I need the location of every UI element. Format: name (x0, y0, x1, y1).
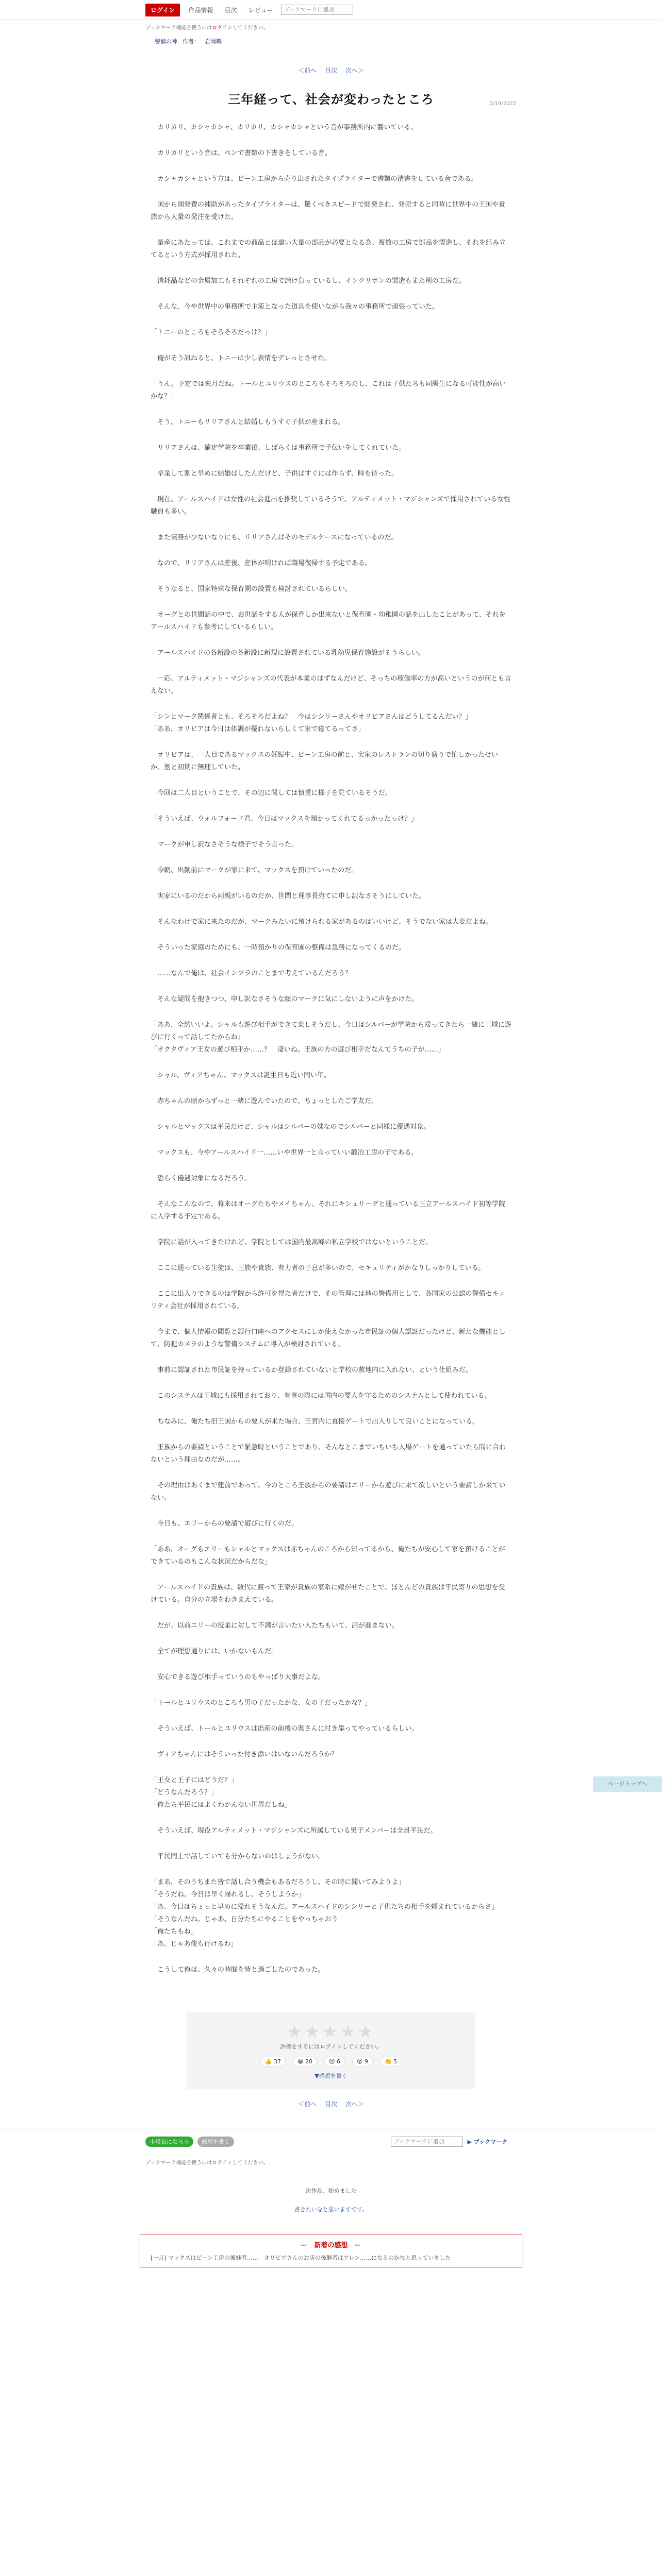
latest-item[interactable]: [一言] マックスはビーン工房の後継者…… オリビアさんのお店の後継者はアレン……になるのかなと思っていました (151, 2255, 451, 2261)
author-label: 作者： (183, 38, 200, 45)
paragraph: ちなみに、俺たち旧王国からの要人が来た場合、王宮内に直接ゲートで出入りして良いことになっている。 (151, 1418, 479, 1426)
latest-heading: ー 新着の感想 ー (301, 2242, 361, 2249)
bookmark-field-bottom[interactable]: ブックマークに追加 (391, 2137, 463, 2147)
paragraph: 今回は二人目ということで、その辺に関しては慎重に様子を見ているそうだ。 (151, 789, 392, 797)
reaction-button[interactable]: 😢 6 (324, 2057, 345, 2066)
paragraph: オーグとの世間話の中で、お世話をする人が保育しか出来ないと保育園・幼稚園の話を出したことがあって、それをアールスハイドも参考にしているらしい。 (151, 611, 506, 631)
paragraph: 国から開発費の補助があったタイプライターは、驚くべきスピードで開発され、発売すると同時に世界中の王国や貴族から大量の発注を受けた。 (151, 201, 506, 221)
paragraph: そんなこんなので、将来はオーグたちやメイちゃん、それにキシュリーグと通っている王立アールスハイド初等学院に入学する予定である。 (151, 1200, 506, 1221)
site-tag[interactable]: 小説家になろう (145, 2137, 193, 2147)
paragraph: 現在、アールスハイドは女性の社会進出を推奨しているそうで、アルティメット・マジシャンズで採用されている女性職員も多い。 (151, 496, 511, 516)
paragraph: 全てが理想通りには、いかないもんだ。 (151, 1648, 278, 1655)
paragraph: カリカリ、カシャカシャ、カリカリ、カシャカシャという音が事務所内に響いている。 (151, 124, 418, 131)
paragraph: リリアさんは、確定学院を卒業後、しばらくは事務所で手伝いをしてくれていた。 (151, 444, 406, 452)
paragraph: 「王女と王子にはどうだ？」 「どうなんだろう？」 「俺たち平民にはよくわかんない世界だしね」 (151, 1776, 292, 1809)
paragraph: カリカリという音は、ペンで書類の下書きをしている音。 (151, 149, 332, 157)
paragraph: マックスも、今やアールスハイド一……いや世界一と言っていい鍛冶工房の子である。 (151, 1149, 418, 1157)
paragraph: 「ああ、全然いいよ。シャルも遊び相手ができて楽しそうだし、今日はシルバーが学院から帰ってきたら一緒に王城に遊びに行くって話してたからね」 「オクタヴィア王女の遊び相手か……？ 凄いね。王族の方の遊び相手だなんてうちの子が……」 (151, 1021, 511, 1054)
paragraph: 今朝、出勤前にマークが家に来て、マックスを預けていったのだ。 (151, 867, 358, 874)
breadcrumb (155, 37, 662, 45)
footer-bar (0, 2129, 662, 2154)
toc-link-bottom[interactable]: 目次 (324, 2100, 337, 2108)
paragraph: そういえば、トールとユリウスは出産の前後の奥さんに付き添ってやっているらしい。 (151, 1725, 419, 1733)
prev-link[interactable]: ＜前へ (298, 67, 317, 74)
paragraph: 「ああ、オーグもエリーもシャルとマックスは赤ちゃんのころから知ってるから、俺たちが安心して家を預けることができているのもこんな状況だからだな」 (151, 1546, 505, 1566)
rating-box (187, 2012, 475, 2089)
author-link[interactable]: 岩岡鶴 (205, 38, 222, 45)
notice-login-link[interactable]: ログイン (212, 25, 233, 31)
paragraph: そうなると、国家特殊な保育園の設置も検討されているらしい。 (151, 585, 352, 593)
announcement: 次作品、始めました (305, 2188, 357, 2194)
header-bar (0, 0, 662, 20)
announcement-link[interactable]: 書きたいなと思いますです。 (294, 2206, 368, 2213)
paragraph: 「まあ、そのうちまた皆で話し合う機会もあるだろうし、その時に聞いてみようよ」 「そうだね。今日は早く帰れるし、そうしようか」 「あ、今日はちょっと早めに帰れそうなんだ。アールスハイドのシシリーと子供たちの相手を頼まれているからさ」 「そうなんだね。じゃあ、自分たちにやることをやっちゃおう」 「俺たちもね」 「あ、じゃあ俺も行けるわ」 (151, 1878, 499, 1948)
chapter-body (151, 122, 511, 1976)
paragraph: そんな疑問を抱きつつ、申し訳なさそうな顔のマークに気にしないように声をかけた。 (151, 995, 419, 1003)
nav-work-info[interactable]: 作品情報 (188, 6, 213, 14)
paragraph: 事前に認証された市民証を持っているか登録されていないと学校の敷地内に入れない、という仕組みだ。 (151, 1366, 473, 1374)
paragraph: 「うん。予定では来月だね。トールとユリウスのところもそろそろだし、これは子供たちも同級生になる可能性が高いかな？」 (151, 380, 506, 400)
footer-note: ブックマーク機能を使うにはログインしてください。 (145, 2160, 269, 2166)
paragraph: 安心できる遊び相手っていうのもやっぱり大事だよな。 (151, 1673, 325, 1681)
reaction-button[interactable]: 😮 9 (352, 2057, 373, 2066)
star-rating[interactable]: ★★★★★ (286, 2022, 376, 2042)
paragraph: 消耗品などの金属加工もそれぞれの工房で請け負っているし、インクリボンの製造もまた別の工房だ。 (151, 277, 466, 285)
paragraph: 卒業して割と早めに結婚はしたんだけど、子供はすぐには作らず、時を待った。 (151, 470, 398, 478)
paragraph: また実務が少ないなりにも、リリアさんはそのモデルケースになっているのだ。 (151, 534, 398, 541)
paragraph: ここに出入りできるのは学院から許可を得た者だけで、その管理には地の警備用として、各国家の公認の警備セキュリティ会社が採用されている。 (151, 1290, 506, 1310)
review-tag[interactable]: 感想を書く (197, 2137, 234, 2147)
page-top-button[interactable]: ページトップへ (593, 1776, 662, 1792)
paragraph: 実家にいるのだから両親がいるのだが、世間と理事長宛てに申し訳なさそうにしていた。 (151, 892, 426, 900)
next-link-bottom[interactable]: 次へ＞ (345, 2100, 364, 2108)
paragraph: 王族からの要請ということで緊急時ということであり、そんなとこまでいちいち入場ゲートを通っていたら間に合わないという理由なのだが……。 (151, 1444, 506, 1464)
paragraph: 一応、アルティメット・マジシャンズの代表が本業のはずなんだけど、そっちの稼働率の方が高いというのが何とも言えない。 (151, 675, 511, 695)
paragraph: アールスハイドの各新設の各新設に新規に設置されている乳幼児保育施設がそうらしい。 (151, 649, 425, 657)
paragraph: アールスハイドの貴族は、数代に渡って王家が貴族の家系に嫁がせたことで、ほとんどの貴族は平民寄りの思想を受けている。自分の立場をわきまえている。 (151, 1584, 505, 1604)
paragraph: そう、トニーもリリアさんと結婚しもうすぐ子供が産まれる。 (151, 418, 345, 426)
paragraph: カシャカシャという方は、ピーン工房から売り出されたタイプライターで書類の清書をしている音である。 (151, 175, 478, 183)
paragraph: 平民同士で話していても分からないのはしょうがない。 (151, 1853, 325, 1860)
paragraph: そんなわけで家に来たのだが、マークみたいに預けられる家があるのはいいけど、そうでない家は大変だよね。 (151, 918, 493, 926)
paragraph: 「トールとユリウスのところも男の子だったかな、女の子だったかな？」 (151, 1699, 372, 1707)
rating-note: 評価をするにはログインしてください。 (280, 2043, 382, 2050)
paragraph: こうして俺は、久々の時間を皆と過ごしたのであった。 (151, 1966, 325, 1974)
paragraph: ここに通っている生徒は、王族や貴族、有力者の子息が多いので、セキュリティがかなりしっかりしている。 (151, 1264, 485, 1272)
pager-bottom (0, 2099, 662, 2108)
latest-reviews (140, 2234, 522, 2267)
paragraph: シャルとマックスは平民だけど、シャルはシルバーの妹なのでシルバーと同様に優遇対象。 (151, 1123, 431, 1131)
paragraph: だが、以前エリーの授業に対して不満が言いたい人たちもいて、話が進まない。 (151, 1622, 399, 1630)
notice-suffix: してください。 (232, 25, 269, 31)
chapter-title: 三年経って、社会が変わったところ (228, 92, 434, 107)
paragraph: 恐らく優遇対象になるだろう。 (151, 1175, 252, 1182)
paragraph: オリビアは、一人目であるマックスの妊娠中、ビーン工房の前と、実家のレストランの切り盛りで忙しかったせいか、割と初期に無理していた。 (151, 751, 499, 771)
paragraph: 赤ちゃんの頃からずっと一緒に遊んでいたので、ちょっとしたご学友だ。 (151, 1097, 378, 1105)
reaction-list (187, 2057, 475, 2066)
paragraph: そういった家庭のためにも、一時預かりの保育園の整備は急務になってくるのだ。 (151, 944, 406, 952)
paragraph: 「トニーのところもそろそろだっけ？」 (151, 329, 271, 336)
paragraph: 俺がそう訊ねると、トニーは少し表情をデレっとさせた。 (151, 354, 331, 362)
toc-link[interactable]: 目次 (324, 67, 337, 74)
reaction-button[interactable]: 👏 5 (380, 2057, 402, 2066)
paragraph: その理由はあくまで建前であって、今のところ王族からの要請はエリーから遊びに来て欲しいという要請しか来ていない。 (151, 1482, 506, 1502)
paragraph: そういえば、現役アルティメット・マジシャンズに所属している男子メンバーは全員平民だ。 (151, 1827, 437, 1835)
reaction-button[interactable]: 😆 20 (293, 2057, 317, 2066)
notice-text: ブックマーク機能を使うには (145, 25, 212, 31)
paragraph: 今まで、個人情報の閲覧と銀行口座へのアクセスにしか使えなかった市民証の個人認証だったけど、新たな機能として、防犯カメラのような警備システムに導入が検討されている。 (151, 1328, 506, 1348)
nav-toc[interactable]: 目次 (224, 6, 237, 14)
write-review-link[interactable]: ▼感想を書く (315, 2073, 347, 2079)
reaction-button[interactable]: 👍 37 (260, 2057, 286, 2066)
paragraph: 学院に話が入ってきたけれど、学院としては国内最高峰の私立学校ではないということだ。 (151, 1239, 433, 1246)
paragraph: ヴィアちゃんにはそういった付き添いはいないんだろうか？ (151, 1751, 338, 1758)
paragraph: このシステムは王城にも採用されており、有事の際には国内の要人を守るためのシステムとして使われている。 (151, 1392, 491, 1400)
bookmark-add-field[interactable]: ブックマークに追加 (281, 5, 353, 15)
paragraph: 「シンとマーク関係者とも、そろそろだよね？ 今はシシリーさんやオリビアさんはどうしてるんだい？」 「ああ、オリビアは今日は体調が優れないらしくて家で寝てるってさ」 (151, 713, 472, 733)
series-link[interactable]: 警備の神 (155, 38, 177, 45)
pager-top (0, 66, 662, 75)
paragraph: マークが申し訳なさそうな様子でそう言った。 (151, 841, 299, 849)
paragraph: 量産にあたっては、これまでの商品とは違い大量の部品が必要となる為、複数の工房で部品を製造し、それを組み立てるという方式が採用された。 (151, 239, 506, 259)
login-notice (145, 23, 662, 31)
bookmark-button[interactable]: ▶ ブックマーク (467, 2139, 507, 2145)
paragraph: なので、リリアさんは産後、産休が明ければ職場復帰する予定である。 (151, 560, 372, 567)
paragraph: シャル、ヴィアちゃん、マックスは誕生日も近い同い年。 (151, 1072, 331, 1079)
next-link[interactable]: 次へ＞ (345, 67, 364, 74)
paragraph: 「そういえば、ウォルフォード君、今日はマックスを預かってくれてるっかったっけ？」 (151, 815, 418, 823)
paragraph: 今日も、エリーからの要請で遊びに行くのだ。 (151, 1520, 299, 1528)
nav-review[interactable]: レビュー (248, 6, 273, 14)
login-button[interactable]: ログイン (145, 4, 180, 16)
paragraph: ……なんで俺は、社会インフラのことまで考えているんだろう？ (151, 970, 352, 977)
post-date: 2/19/2022 (490, 101, 517, 107)
prev-link-bottom[interactable]: ＜前へ (298, 2100, 317, 2108)
paragraph: そんな、今や世界中の事務所で主流となった道具を使いながら我々の事務所で頑張っていた。 (151, 303, 439, 311)
